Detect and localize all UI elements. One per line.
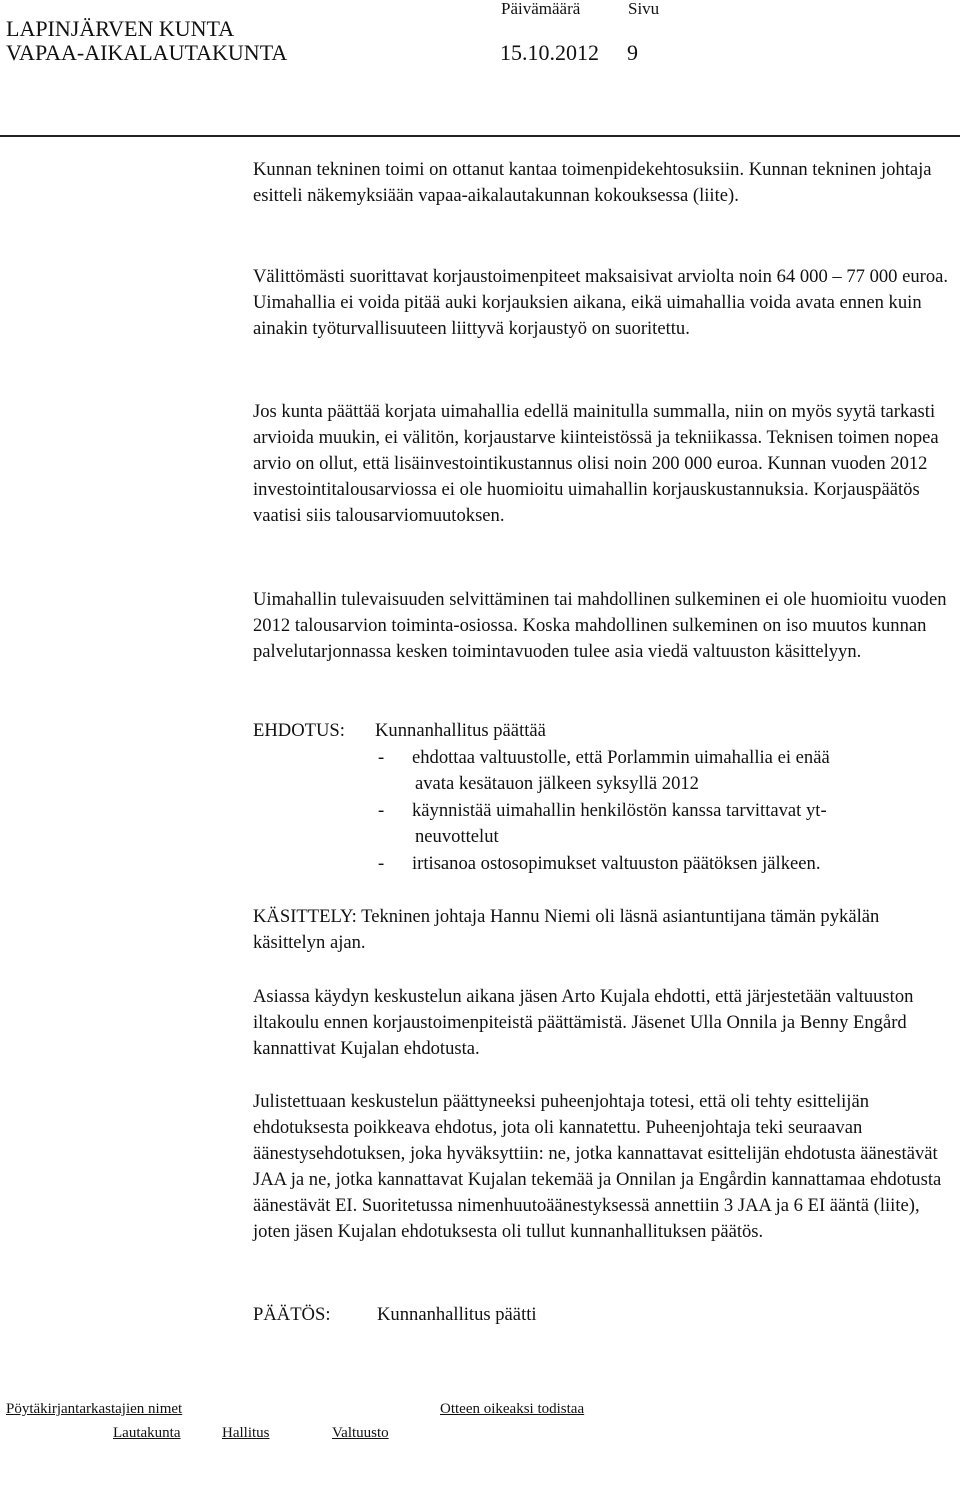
proposal-item-dash: - (378, 853, 385, 874)
proposal-item-dash: - (378, 800, 385, 821)
meeting-date: 15.10.2012 (500, 40, 599, 65)
committee-name: VAPAA-AIKALAUTAKUNTA (6, 40, 288, 65)
proposal-item-text-continued: avata kesätauon jälkeen syksyllä 2012 (415, 773, 699, 794)
proposal-item-text: käynnistää uimahallin henkilöstön kanssa tarvittavat yt- (412, 800, 827, 821)
footer-certify-label: Otteen oikeaksi todistaa (440, 1401, 585, 1417)
proposal-label: EHDOTUS: (253, 720, 345, 741)
proposal-item-text: ehdottaa valtuustolle, että Porlammin uimahallia ei enää (412, 747, 830, 768)
paragraph-discussion: Asiassa käydyn keskustelun aikana jäsen Arto Kujala ehdotti, että järjestetään valtuuston iltakoulu ennen korjaustoimenpiteistä päättämistä. Jäsenet Ulla Onnila ja Benny Engård kannattivat Kujalan ehdotusta. (253, 986, 914, 1059)
paragraph-processing: KÄSITTELY: Tekninen johtaja Hannu Niemi oli läsnä asiantuntijana tämän pykälän käsittelyn ajan. (253, 906, 880, 953)
paragraph-repair-costs: Välittömästi suorittavat korjaustoimenpiteet maksaisivat arviolta noin 64 000 – 77 000 euroa. Uimahallia ei voida pitää auki korjauksien aikana, eikä uimahallia voida avata ennen kuin ainakin työturvallisuuteen liittyvä korjaustyö on suoritettu. (253, 266, 949, 339)
header-divider (0, 135, 960, 137)
footer-committee: Lautakunta (113, 1425, 181, 1441)
footer-checkers-label: Pöytäkirjantarkastajien nimet (6, 1401, 183, 1417)
paragraph-technical-statement: Kunnan tekninen toimi on ottanut kantaa toimenpidekehtosuksiin. Kunnan tekninen johtaja esitteli näkemyksiään vapaa-aikalautakunnan kokouksessa (liite). (253, 159, 932, 206)
page-number: 9 (627, 40, 638, 65)
footer-council: Valtuusto (332, 1425, 389, 1441)
decision-label: PÄÄTÖS: (253, 1304, 331, 1325)
footer-board: Hallitus (222, 1425, 270, 1441)
proposal-intro: Kunnanhallitus päättää (375, 720, 546, 741)
paragraph-vote: Julistettuaan keskustelun päättyneeksi puheenjohtaja totesi, että oli tehty esittelijän ehdotuksesta poikkeava ehdotus, jota oli kannatettu. Puheenjohtaja teki seuraavan äänestysehdotuksen, joka hyväksyttiin: ne, jotka kannattavat esittelijän ehdotusta äänestävät JAA ja ne, jotka kannattavat Kujalan tekemää ja Onnilan ja Engårdin kannattamaa ehdotusta äänestävät EI. Suoritetussa nimenhuutoäänestyksessä annettiin 3 JAA ja 6 EI ääntä (liite), joten jäsen Kujalan ehdotuksesta oli tullut kunnanhallituksen päätös. (253, 1091, 942, 1242)
date-label: Päivämäärä (501, 0, 581, 18)
paragraph-repair-needs: Jos kunta päättää korjata uimahallia edellä mainitulla summalla, niin on myös syytä tarkasti arvioida muukin, ei välitön, korjaustarve kiinteistössä ja tekniikassa. Teknisen toimen nopea arvio on ollut, että lisäinvestointikustannus olisi noin 200 000 euroa. Kunnan vuoden 2012 investointitalousarviossa ei ole huomioitu uimahallin korjauskustannuksia. Korjauspäätös vaatisi siis talousarviomuutoksen. (253, 401, 939, 526)
organization-name: LAPINJÄRVEN KUNTA (6, 16, 235, 41)
decision-text: Kunnanhallitus päätti (377, 1304, 537, 1325)
paragraph-future-of-pool: Uimahallin tulevaisuuden selvittäminen tai mahdollinen sulkeminen ei ole huomioitu vuoden 2012 talousarvion toiminta-osiossa. Koska mahdollinen sulkeminen on iso muutos kunnan palvelutarjonnassa kesken toimintavuoden tulee asia viedä valtuuston käsittelyyn. (253, 589, 947, 662)
proposal-item-text-continued: neuvottelut (415, 826, 499, 847)
page-label: Sivu (628, 0, 660, 18)
proposal-item-dash: - (378, 747, 385, 768)
proposal-item-text: irtisanoa ostosopimukset valtuuston päätöksen jälkeen. (412, 853, 821, 874)
